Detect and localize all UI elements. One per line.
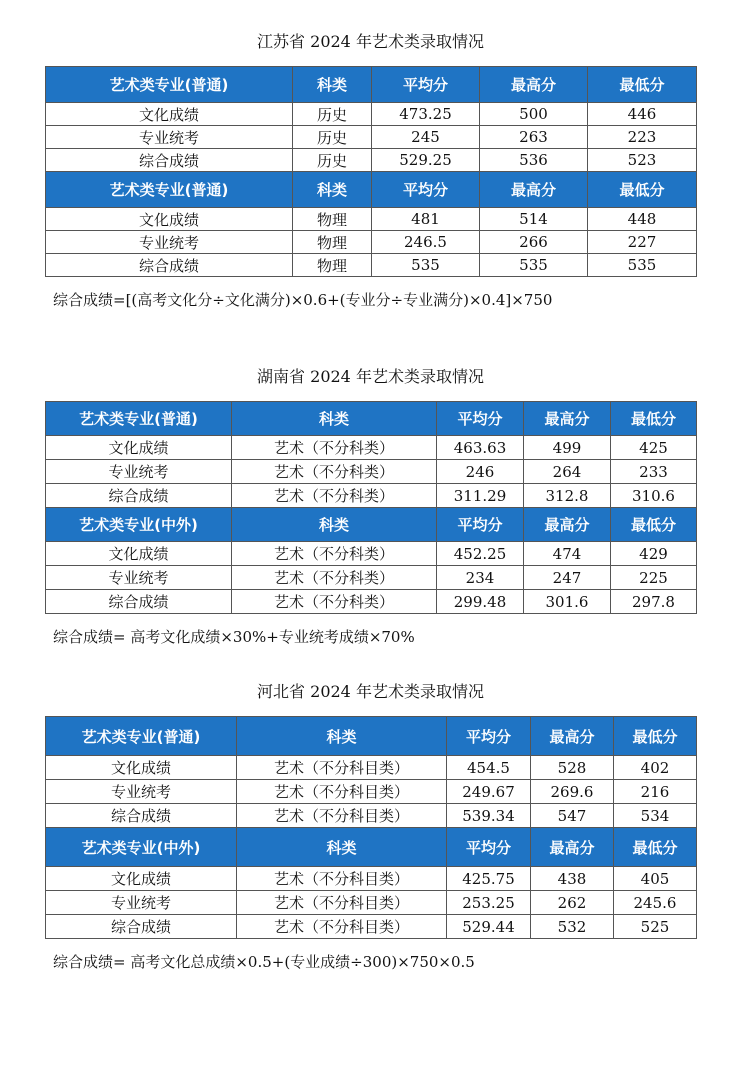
table-cell: 454.5 bbox=[447, 756, 531, 780]
table-row bbox=[46, 149, 697, 172]
table-cell: 532 bbox=[531, 915, 614, 939]
section-title: 河北省 2024 年艺术类录取情况 bbox=[257, 682, 484, 701]
table-cell: 523 bbox=[588, 149, 697, 172]
table-cell: 500 bbox=[480, 103, 588, 126]
column-header: 最低分 bbox=[588, 172, 697, 208]
table-cell: 227 bbox=[588, 231, 697, 254]
table-cell: 245 bbox=[372, 126, 480, 149]
column-header: 科类 bbox=[232, 508, 437, 542]
column-header: 最高分 bbox=[524, 508, 611, 542]
column-header: 艺术类专业(普通) bbox=[46, 717, 237, 756]
table-cell: 专业统考 bbox=[46, 460, 232, 484]
table-cell: 405 bbox=[614, 867, 697, 891]
column-header: 平均分 bbox=[437, 508, 524, 542]
column-header: 科类 bbox=[232, 402, 437, 436]
column-header: 最高分 bbox=[531, 717, 614, 756]
column-header: 平均分 bbox=[447, 717, 531, 756]
table-cell: 528 bbox=[531, 756, 614, 780]
header-row bbox=[46, 717, 697, 756]
table-cell: 247 bbox=[524, 566, 611, 590]
table-cell: 综合成绩 bbox=[46, 484, 232, 508]
table-cell: 245.6 bbox=[614, 891, 697, 915]
column-header: 最低分 bbox=[611, 402, 697, 436]
column-header: 平均分 bbox=[372, 67, 480, 103]
table-cell: 312.8 bbox=[524, 484, 611, 508]
header-row bbox=[46, 828, 697, 867]
table-cell: 529.44 bbox=[447, 915, 531, 939]
table-cell: 249.67 bbox=[447, 780, 531, 804]
table-cell: 225 bbox=[611, 566, 697, 590]
table-cell: 艺术（不分科目类） bbox=[237, 780, 447, 804]
column-header: 最低分 bbox=[588, 67, 697, 103]
table-cell: 448 bbox=[588, 208, 697, 231]
admission-table bbox=[45, 401, 697, 614]
formula-note: 综合成绩= 高考文化成绩×30%+专业统考成绩×70% bbox=[53, 628, 415, 646]
column-header: 科类 bbox=[293, 67, 372, 103]
section-title: 江苏省 2024 年艺术类录取情况 bbox=[257, 32, 484, 51]
table-row bbox=[46, 436, 697, 460]
formula-note: 综合成绩=[(高考文化分÷文化满分)×0.6+(专业分÷专业满分)×0.4]×750 bbox=[53, 291, 553, 309]
table-cell: 529.25 bbox=[372, 149, 480, 172]
table-cell: 499 bbox=[524, 436, 611, 460]
column-header: 艺术类专业(普通) bbox=[46, 172, 293, 208]
table-cell: 综合成绩 bbox=[46, 915, 237, 939]
table-cell: 234 bbox=[437, 566, 524, 590]
column-header: 最高分 bbox=[480, 172, 588, 208]
table-cell: 综合成绩 bbox=[46, 254, 293, 277]
table-cell: 402 bbox=[614, 756, 697, 780]
table-cell: 艺术（不分科目类） bbox=[237, 915, 447, 939]
header-row bbox=[46, 402, 697, 436]
table-cell: 534 bbox=[614, 804, 697, 828]
table-cell: 专业统考 bbox=[46, 891, 237, 915]
table-row bbox=[46, 542, 697, 566]
table-row bbox=[46, 891, 697, 915]
table-cell: 425 bbox=[611, 436, 697, 460]
column-header: 科类 bbox=[237, 717, 447, 756]
table-cell: 艺术（不分科目类） bbox=[237, 756, 447, 780]
table-row bbox=[46, 804, 697, 828]
table-cell: 艺术（不分科类） bbox=[232, 484, 437, 508]
table-cell: 艺术（不分科目类） bbox=[237, 867, 447, 891]
column-header: 最低分 bbox=[614, 717, 697, 756]
table-cell: 463.63 bbox=[437, 436, 524, 460]
table-row bbox=[46, 254, 697, 277]
column-header: 艺术类专业(普通) bbox=[46, 67, 293, 103]
table-cell: 481 bbox=[372, 208, 480, 231]
table-cell: 535 bbox=[372, 254, 480, 277]
column-header: 艺术类专业(中外) bbox=[46, 508, 232, 542]
table-cell: 446 bbox=[588, 103, 697, 126]
table-row bbox=[46, 566, 697, 590]
table-row bbox=[46, 460, 697, 484]
table-row bbox=[46, 915, 697, 939]
table-cell: 264 bbox=[524, 460, 611, 484]
table-cell: 536 bbox=[480, 149, 588, 172]
table-cell: 452.25 bbox=[437, 542, 524, 566]
column-header: 最高分 bbox=[531, 828, 614, 867]
table-cell: 429 bbox=[611, 542, 697, 566]
table-cell: 223 bbox=[588, 126, 697, 149]
table-cell: 艺术（不分科目类） bbox=[237, 804, 447, 828]
column-header: 平均分 bbox=[447, 828, 531, 867]
table-cell: 514 bbox=[480, 208, 588, 231]
table-cell: 253.25 bbox=[447, 891, 531, 915]
column-header: 科类 bbox=[237, 828, 447, 867]
column-header: 最低分 bbox=[614, 828, 697, 867]
table-cell: 310.6 bbox=[611, 484, 697, 508]
table-cell: 233 bbox=[611, 460, 697, 484]
table-cell: 216 bbox=[614, 780, 697, 804]
table-cell: 文化成绩 bbox=[46, 542, 232, 566]
table-cell: 535 bbox=[480, 254, 588, 277]
table-cell: 物理 bbox=[293, 231, 372, 254]
column-header: 最低分 bbox=[611, 508, 697, 542]
table-row bbox=[46, 484, 697, 508]
column-header: 平均分 bbox=[437, 402, 524, 436]
table-cell: 438 bbox=[531, 867, 614, 891]
table-cell: 263 bbox=[480, 126, 588, 149]
table-cell: 综合成绩 bbox=[46, 590, 232, 614]
table-cell: 历史 bbox=[293, 103, 372, 126]
table-cell: 文化成绩 bbox=[46, 208, 293, 231]
table-cell: 文化成绩 bbox=[46, 436, 232, 460]
section-title: 湖南省 2024 年艺术类录取情况 bbox=[257, 367, 484, 386]
column-header: 艺术类专业(普通) bbox=[46, 402, 232, 436]
table-cell: 综合成绩 bbox=[46, 804, 237, 828]
table-row bbox=[46, 590, 697, 614]
table-cell: 269.6 bbox=[531, 780, 614, 804]
table-cell: 专业统考 bbox=[46, 126, 293, 149]
table-cell: 艺术（不分科目类） bbox=[237, 891, 447, 915]
table-cell: 473.25 bbox=[372, 103, 480, 126]
table-cell: 文化成绩 bbox=[46, 103, 293, 126]
table-cell: 专业统考 bbox=[46, 566, 232, 590]
table-cell: 425.75 bbox=[447, 867, 531, 891]
table-row bbox=[46, 867, 697, 891]
table-row bbox=[46, 231, 697, 254]
header-row bbox=[46, 67, 697, 103]
column-header: 平均分 bbox=[372, 172, 480, 208]
table-cell: 525 bbox=[614, 915, 697, 939]
formula-note: 综合成绩= 高考文化总成绩×0.5+(专业成绩÷300)×750×0.5 bbox=[53, 953, 475, 971]
table-cell: 301.6 bbox=[524, 590, 611, 614]
table-row bbox=[46, 780, 697, 804]
table-cell: 历史 bbox=[293, 149, 372, 172]
column-header: 科类 bbox=[293, 172, 372, 208]
hunan-section bbox=[45, 365, 696, 647]
table-cell: 246 bbox=[437, 460, 524, 484]
header-row bbox=[46, 508, 697, 542]
table-cell: 艺术（不分科类） bbox=[232, 460, 437, 484]
admission-table bbox=[45, 66, 697, 277]
table-cell: 246.5 bbox=[372, 231, 480, 254]
table-cell: 299.48 bbox=[437, 590, 524, 614]
table-cell: 物理 bbox=[293, 208, 372, 231]
table-row bbox=[46, 126, 697, 149]
table-cell: 文化成绩 bbox=[46, 867, 237, 891]
table-cell: 艺术（不分科类） bbox=[232, 566, 437, 590]
header-row bbox=[46, 172, 697, 208]
column-header: 最高分 bbox=[480, 67, 588, 103]
table-cell: 文化成绩 bbox=[46, 756, 237, 780]
admission-table bbox=[45, 716, 697, 939]
table-cell: 535 bbox=[588, 254, 697, 277]
table-cell: 547 bbox=[531, 804, 614, 828]
table-cell: 539.34 bbox=[447, 804, 531, 828]
table-cell: 物理 bbox=[293, 254, 372, 277]
table-cell: 艺术（不分科类） bbox=[232, 436, 437, 460]
table-cell: 艺术（不分科类） bbox=[232, 542, 437, 566]
table-cell: 262 bbox=[531, 891, 614, 915]
table-cell: 专业统考 bbox=[46, 780, 237, 804]
table-cell: 474 bbox=[524, 542, 611, 566]
table-row bbox=[46, 756, 697, 780]
table-cell: 艺术（不分科类） bbox=[232, 590, 437, 614]
jiangsu-section bbox=[45, 30, 696, 310]
hebei-section bbox=[45, 680, 696, 972]
column-header: 艺术类专业(中外) bbox=[46, 828, 237, 867]
table-cell: 311.29 bbox=[437, 484, 524, 508]
table-row bbox=[46, 103, 697, 126]
table-row bbox=[46, 208, 697, 231]
table-cell: 266 bbox=[480, 231, 588, 254]
table-cell: 专业统考 bbox=[46, 231, 293, 254]
table-cell: 历史 bbox=[293, 126, 372, 149]
table-cell: 297.8 bbox=[611, 590, 697, 614]
table-cell: 综合成绩 bbox=[46, 149, 293, 172]
column-header: 最高分 bbox=[524, 402, 611, 436]
